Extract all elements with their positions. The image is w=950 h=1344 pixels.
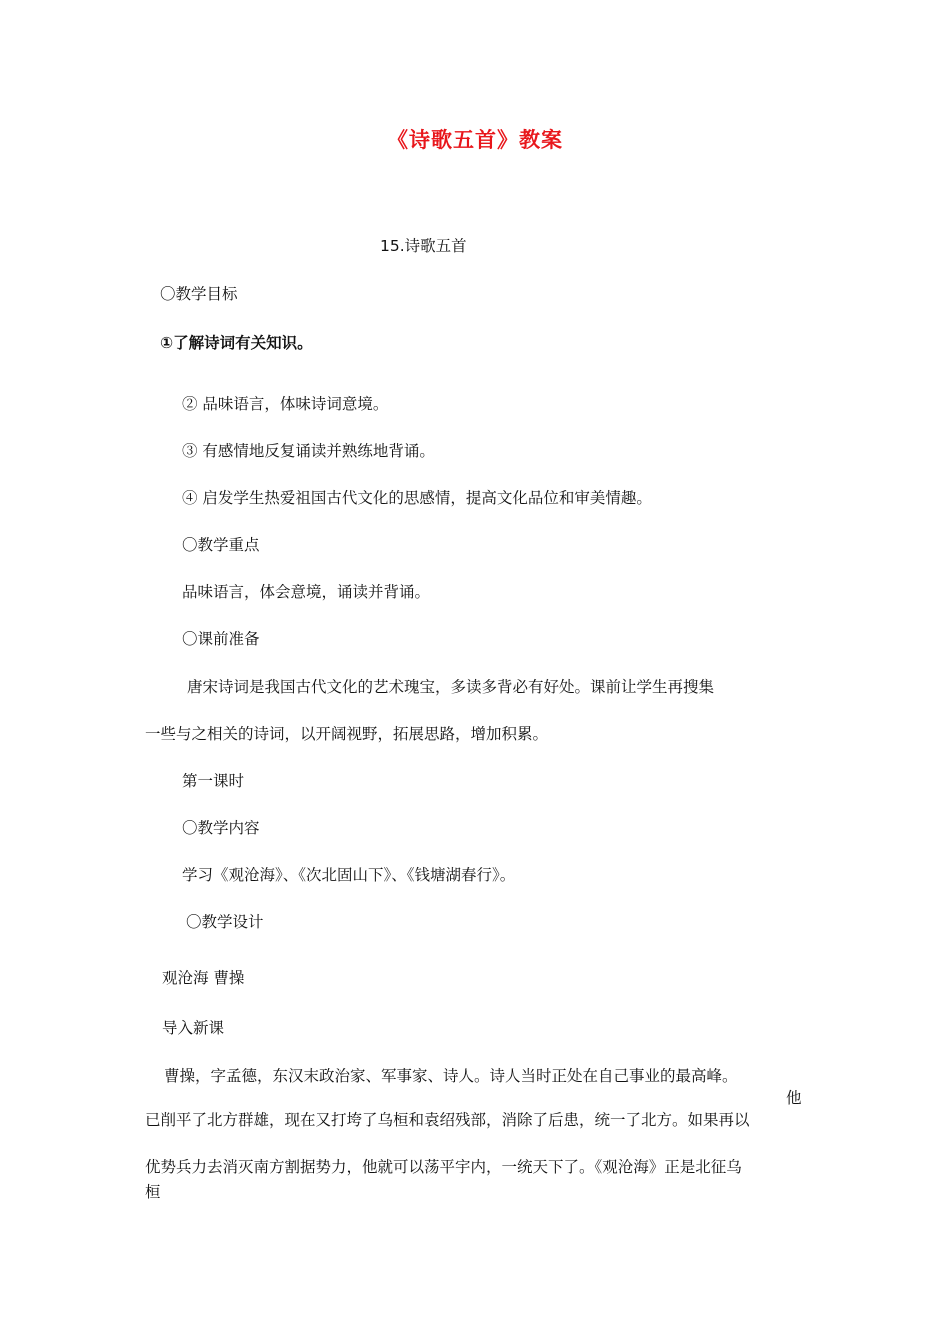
prep-text-line-2: 一些与之相关的诗词，以开阔视野，拓展思路，增加积累。 bbox=[145, 725, 549, 743]
period-label: 第一课时 bbox=[182, 772, 245, 790]
key-heading: 〇教学重点 bbox=[182, 536, 260, 554]
lesson-heading: 15.诗歌五首 bbox=[380, 237, 467, 255]
prep-text-line-1: 唐宋诗词是我国古代文化的艺术瑰宝，多读多背必有好处。课前让学生再搜集 bbox=[187, 678, 715, 696]
poem-title: 观沧海 曹操 bbox=[162, 969, 245, 987]
content-heading: 〇教学内容 bbox=[182, 819, 260, 837]
goals-heading: 〇教学目标 bbox=[160, 285, 238, 303]
intro-text-line-4: 桓 bbox=[145, 1183, 161, 1201]
intro-heading: 导入新课 bbox=[162, 1019, 225, 1037]
intro-text-line-1: 曹操，字孟德，东汉末政治家、军事家、诗人。诗人当时正处在自己事业的最高峰。 bbox=[164, 1067, 738, 1085]
design-heading: 〇教学设计 bbox=[186, 913, 264, 931]
goal-2: ② 品味语言，体味诗词意境。 bbox=[182, 395, 389, 413]
goal-1: ①了解诗词有关知识。 bbox=[160, 334, 313, 352]
intro-text-line-2: 已削平了北方群雄，现在又打垮了乌桓和袁绍残部，消除了后患，统一了北方。如果再以 bbox=[145, 1111, 750, 1129]
content-text: 学习《观沧海》、《次北固山下》、《钱塘湖春行》。 bbox=[182, 866, 516, 884]
key-text: 品味语言，体会意境，诵读并背诵。 bbox=[182, 583, 431, 601]
document-title: 《诗歌五首》教案 bbox=[387, 128, 563, 152]
intro-text-line-1-end: 他 bbox=[786, 1089, 802, 1107]
goal-3: ③ 有感情地反复诵读并熟练地背诵。 bbox=[182, 442, 435, 460]
goal-4: ④ 启发学生热爱祖国古代文化的思感情，提高文化品位和审美情趣。 bbox=[182, 489, 652, 507]
intro-text-line-3: 优势兵力去消灭南方割据势力，他就可以荡平宇内，一统天下了。《观沧海》正是北征乌 bbox=[145, 1158, 742, 1176]
prep-heading: 〇课前准备 bbox=[182, 630, 260, 648]
